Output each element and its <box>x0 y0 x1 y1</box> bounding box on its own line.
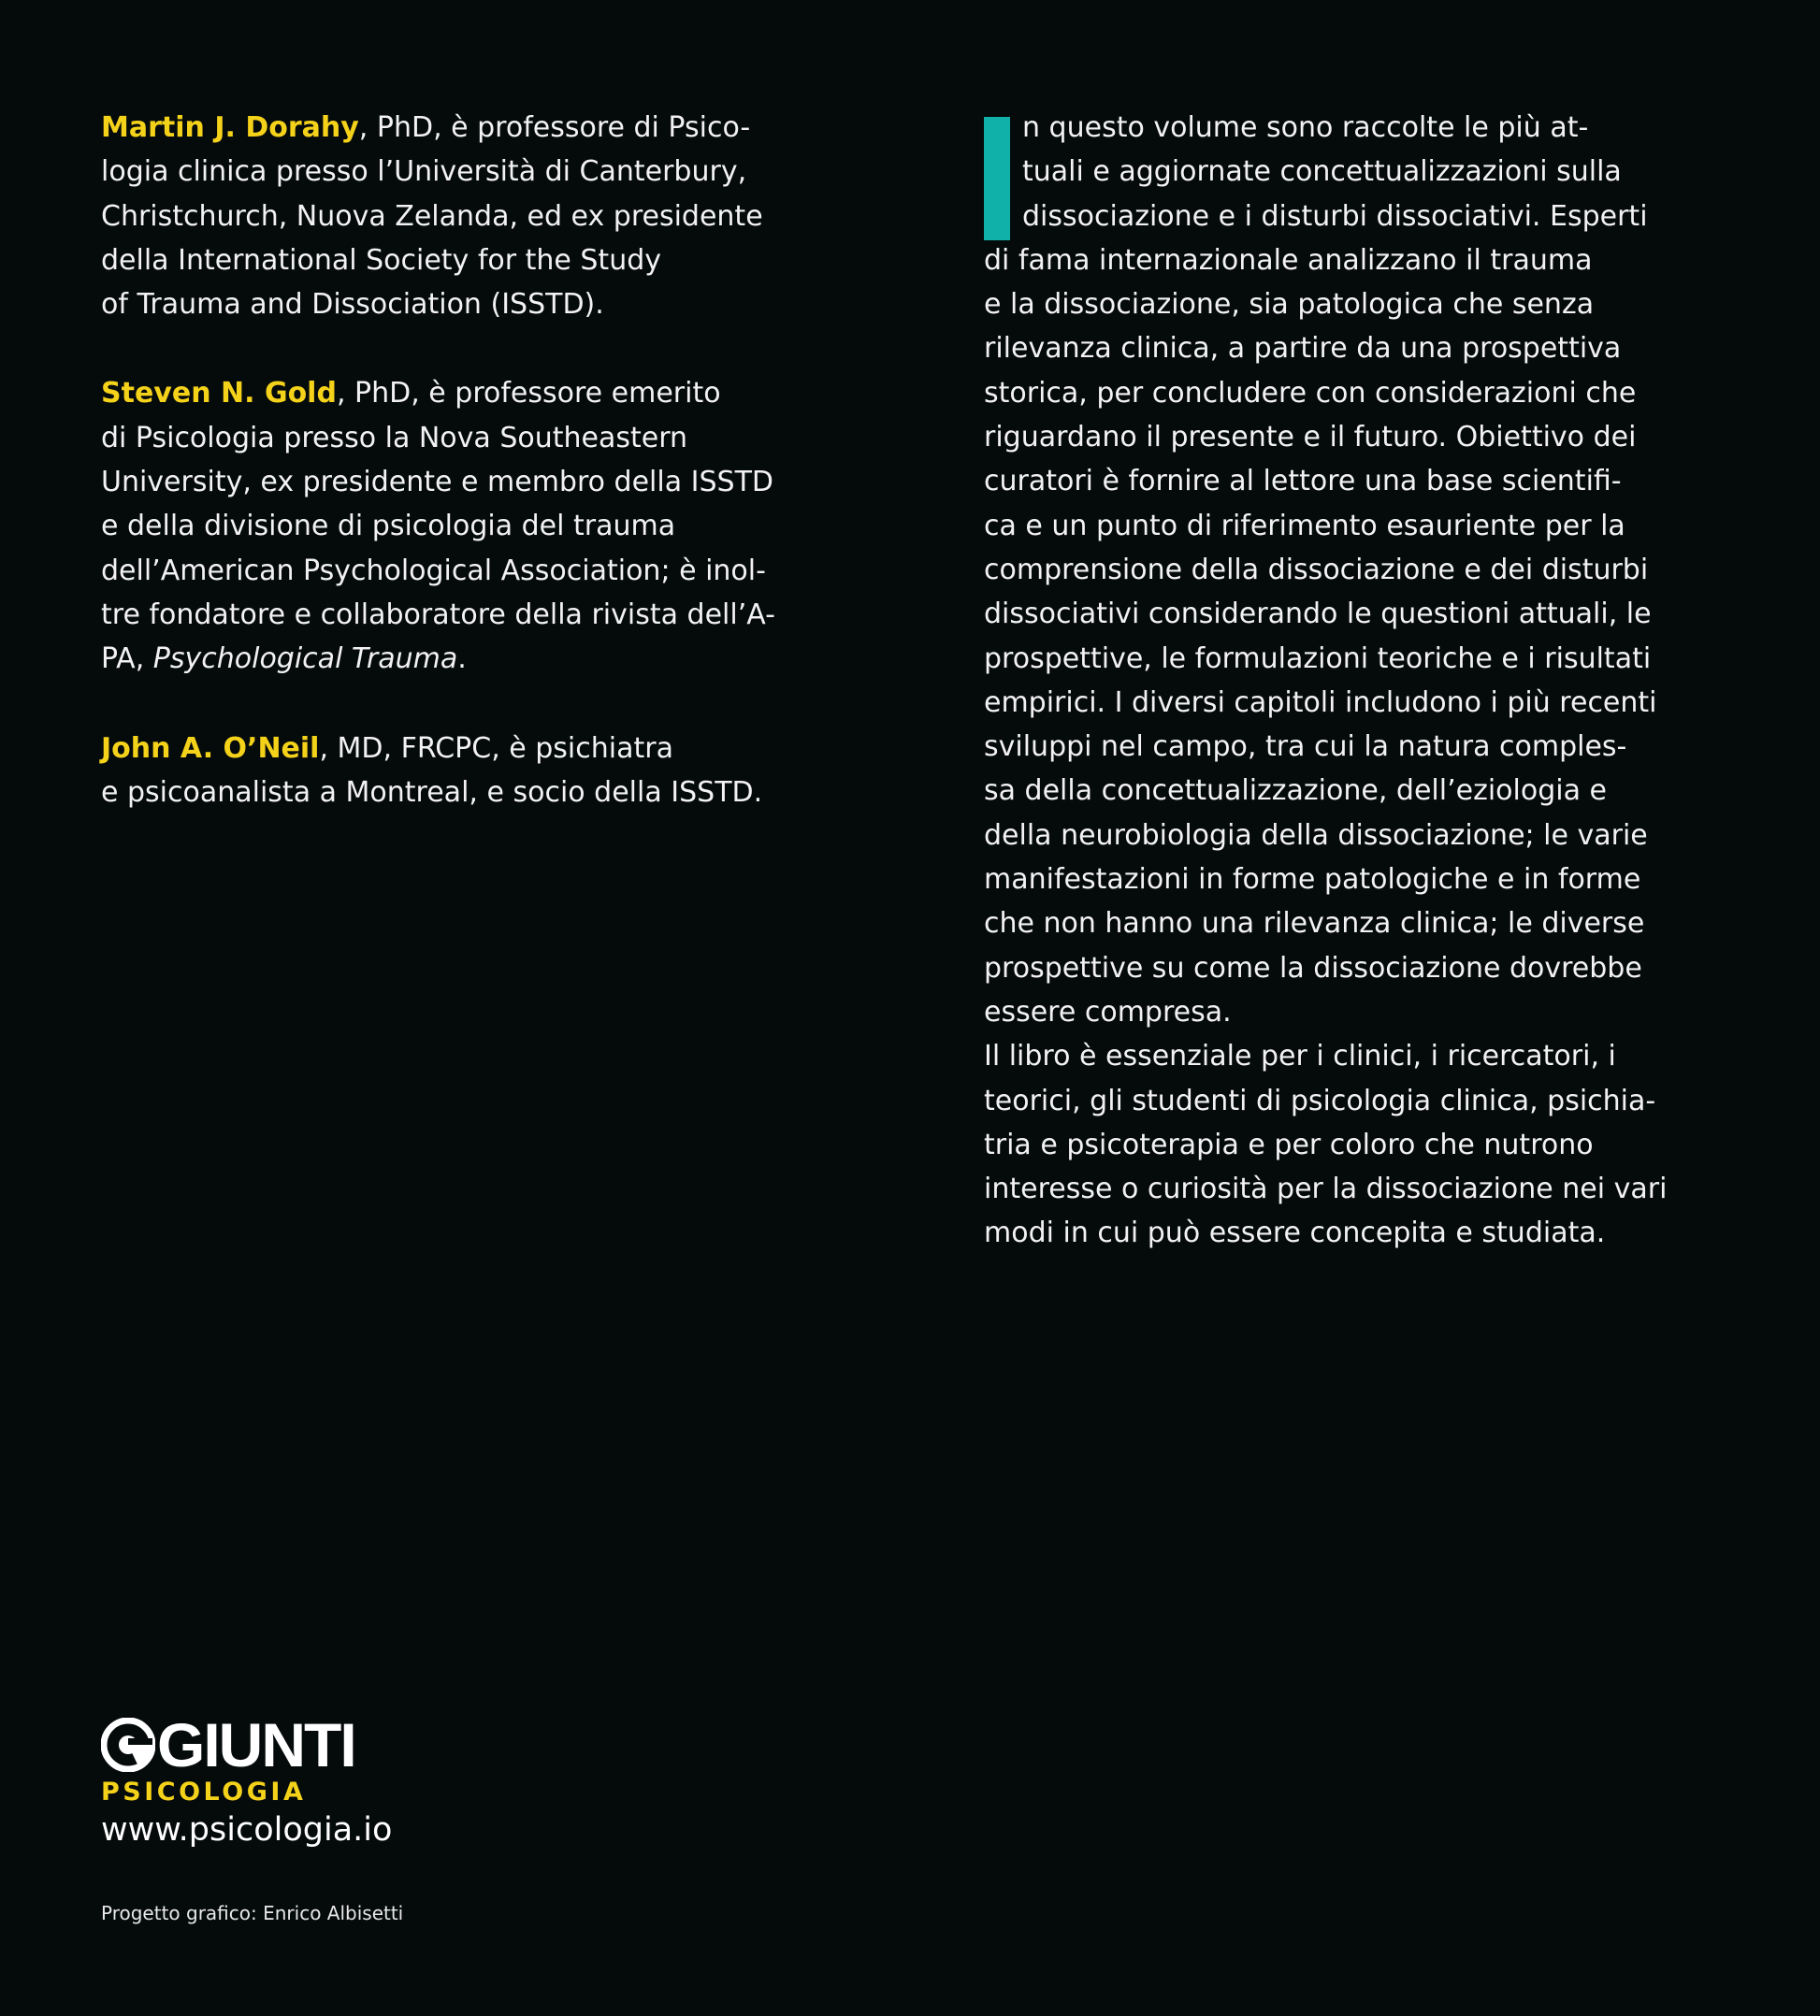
author-bio-gold: Steven N. Gold, PhD, è professore emerito di Psicologia presso la Nova Southeastern University, ex presidente e membro della ISSTD e della divisione di psicologia del trauma dell’American Psychological Association; è inol- tre fondatore e collaboratore della rivista dell’A- PA, Psychological Trauma. <box>101 377 775 676</box>
design-credit: Progetto grafico: Enrico Albisetti <box>101 1902 404 1924</box>
website-url: www.psicologia.io <box>101 1811 393 1849</box>
author-name: Martin J. Dorahy <box>101 111 359 144</box>
publisher-logo <box>101 1710 419 1807</box>
author-bio-oneil: John A. O’Neil, MD, FRCPC, è psichiatra e psicoanalista a Montreal, e socio della ISSTD. <box>101 731 763 809</box>
logo-subtitle: PSICOLOGIA <box>101 1778 307 1807</box>
author-name: John A. O’Neil <box>101 731 320 765</box>
description-text: n questo volume sono raccolte le più at- tuali e aggiornate concettualizzazioni sulla dissociazione e i disturbi dissociativi. Esperti di fama internazionale analizzano il trauma e la dissociazione, sia patologica che senza rilevanza clinica, a partire da una prospettiva storica, per concludere con considerazioni che riguardano il presente e il futuro. Obiettivo dei curatori è fornire al lettore una base scientifi- ca e un punto di riferimento esauriente per la comprensione della dissociazione e dei disturbi dissociativi considerando le questioni attuali, le prospettive, le formulazioni teoriche e i risultati empirici. I diversi capitoli includono i più recenti sviluppi nel campo, tra cui la natura comples- sa della concettualizzazione, dell’eziologia e della neurobiologia della dissociazione; le varie manifestazioni in forme patologiche e in forme che non hanno una rilevanza clinica; le diverse prospettive su come la dissociazione dovrebbe essere compresa. Il libro è essenziale per i clinici, i ricercatori, i teorici, gli studenti di psicologia clinica, psichia- tria e psicoterapia e per coloro che nutrono interesse o curiosità per la dissociazione nei vari modi in cui può essere concepita e studiata. <box>984 111 1668 1250</box>
giunti-g-icon <box>101 1718 155 1772</box>
author-name: Steven N. Gold <box>101 377 337 410</box>
book-description <box>984 106 1695 1256</box>
dropcap-bar <box>984 117 1010 240</box>
author-bio-dorahy: Martin J. Dorahy, PhD, è professore di Psico- logia clinica presso l’Università di Canterbury, Christchurch, Nuova Zelanda, ed ex presidente della International Society for the Study of Trauma and Dissociation (ISSTD). <box>101 111 763 322</box>
journal-title: Psychological Trauma <box>152 642 458 676</box>
logo-wordmark: GIUNTI <box>157 1710 355 1779</box>
author-bios <box>101 106 812 859</box>
